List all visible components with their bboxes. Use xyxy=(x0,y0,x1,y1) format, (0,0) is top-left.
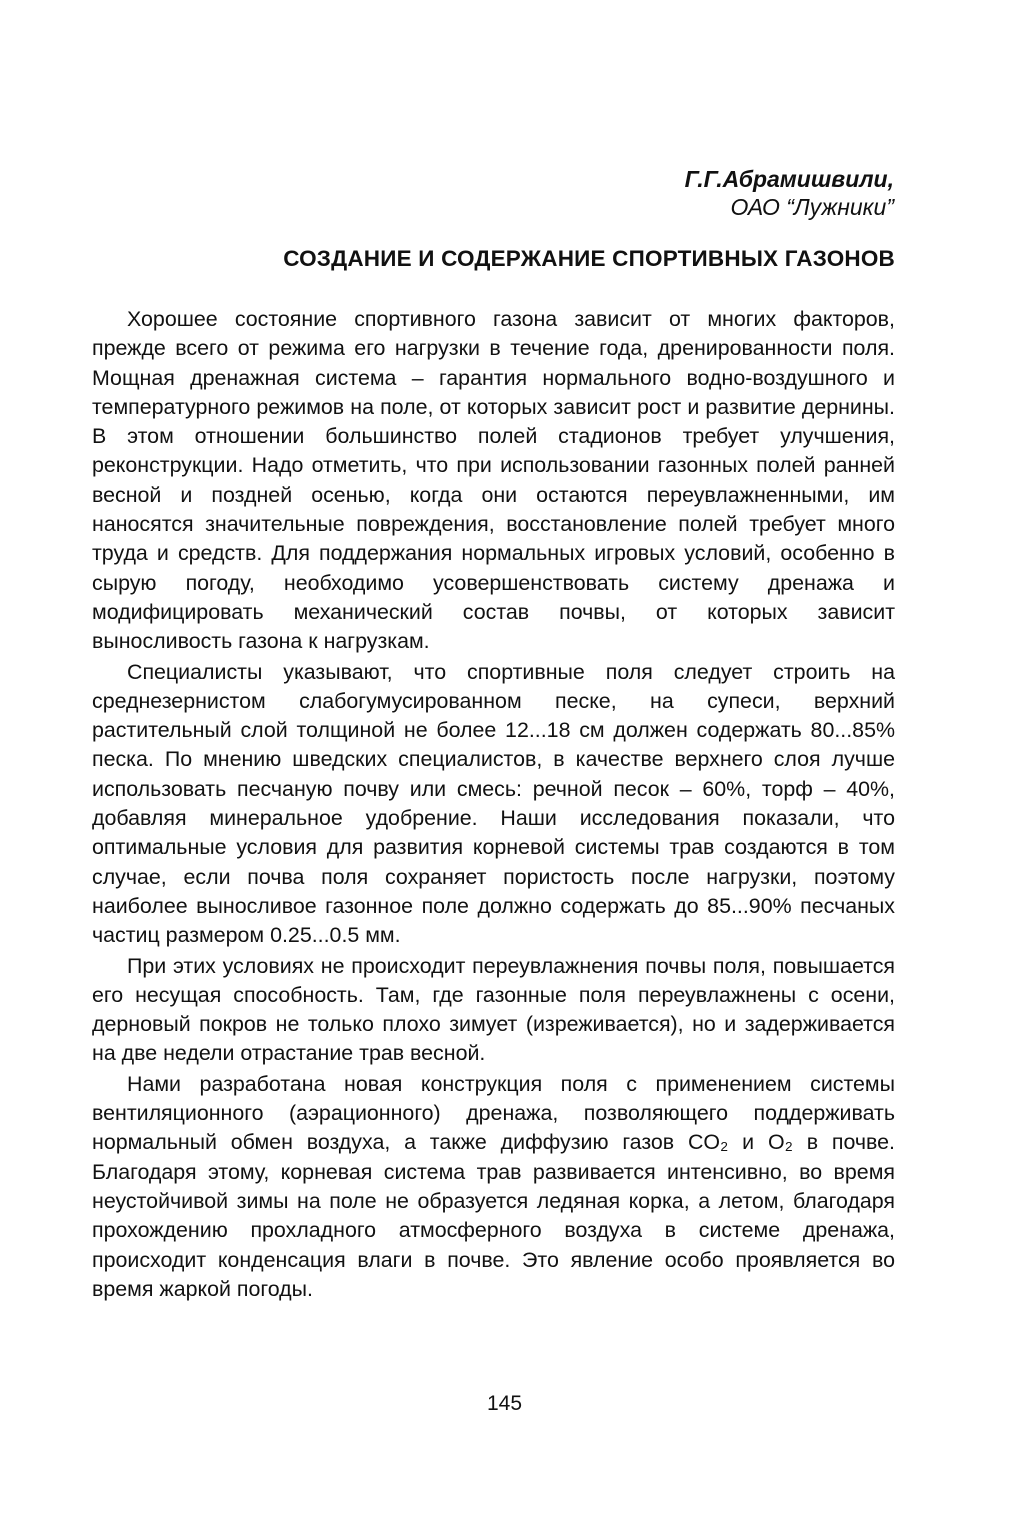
paragraph-1: Хорошее состояние спортивного газона зависит от многих факторов, прежде всего от режима его нагрузки в течение года, дренированности поля. Мощная дренажная система – гарантия нормального водно-воздушного и температурного режимов на поле, от которых зависит рост и развитие дернины. В этом отношении большинство полей стадионов требует улучшения, реконструкции. Надо отметить, что при использовании газонных полей ранней весной и поздней осенью, когда они остаются переувлажненными, им наносятся значительные повреждения, восстановление полей требует много труда и средств. Для поддержания нормальных игровых условий, особенно в сырую погоду, необходимо усовершенствовать систему дренажа и модифицировать механический состав почвы, от которых зависит выносливость газона к нагрузкам. xyxy=(92,307,895,654)
paragraph-3: При этих условиях не происходит переувлажнения почвы поля, повышается его несущая способность. Там, где газонные поля переувлажнены с осени, дерновый покров не только плохо зимует (изреживается), но и задерживается на две недели отрастание трав весной. xyxy=(92,953,895,1066)
article-body xyxy=(92,305,895,1304)
author-name: Г.Г.Абрамишвили, xyxy=(684,166,894,192)
author-organization: ОАО “Лужники” xyxy=(730,194,894,220)
page-number: 145 xyxy=(486,1392,523,1415)
author-block xyxy=(685,165,894,221)
paragraph-4: Нами разработана новая конструкция поля с применением системы вентиляционного (аэрационного) дренажа, позволяющего поддерживать нормальный обмен воздуха, а также диффузию газов CO₂ и O₂ в почве. Благодаря этому, корневая система трав развивается интенсивно, во время неустойчивой зимы на поле не образуется ледяная корка, а летом, благодаря прохождению прохладного атмосферного воздуха в системе дренажа, происходит конденсация влаги в почве. Это явление особо проявляется во время жаркой погоды. xyxy=(92,1071,895,1301)
paragraph-2: Специалисты указывают, что спортивные поля следует строить на среднезернистом слабогумусированном песке, на супеси, верхний растительный слой толщиной не более 12...18 см должен содержать 80...85% песка. По мнению шведских специалистов, в качестве верхнего слоя лучше использовать песчаную почву или смесь: речной песок – 60%, торф – 40%, добавляя минеральное удобрение. Наши исследования показали, что оптимальные условия для развития корневой системы трав создаются в том случае, если почва поля сохраняет пористость после нагрузки, поэтому наиболее выносливое газонное поле должно содержать до 85...90% песчаных частиц размером 0.25...0.5 мм. xyxy=(92,659,895,948)
article-title: СОЗДАНИЕ И СОДЕРЖАНИЕ СПОРТИВНЫХ ГАЗОНОВ xyxy=(283,246,895,271)
